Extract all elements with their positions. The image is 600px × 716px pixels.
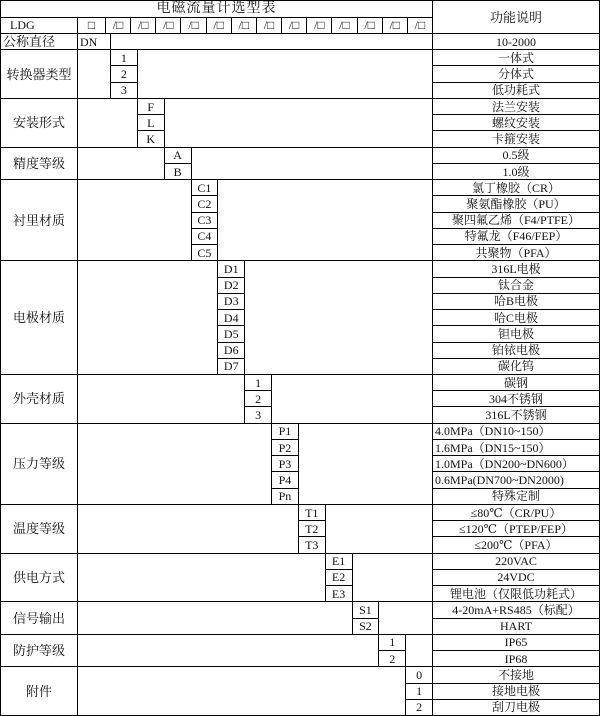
option-desc-cell: ≤200℃（PFA） bbox=[433, 537, 600, 553]
option-desc-cell: ≤80℃（CR/PU） bbox=[433, 505, 600, 521]
option-desc-cell: 220VAC bbox=[433, 554, 600, 570]
category-label: 温度等级 bbox=[1, 505, 78, 554]
option-desc-cell: 316L不锈钢 bbox=[433, 407, 600, 423]
option-desc-cell: 哈C电极 bbox=[433, 310, 600, 326]
option-code-cell: E2 bbox=[326, 570, 353, 586]
option-code-cell: D2 bbox=[218, 278, 245, 294]
option-code-cell: F bbox=[138, 99, 165, 115]
category-label: 精度等级 bbox=[1, 148, 78, 180]
spacer-cell bbox=[272, 375, 433, 424]
model-slot: /□ bbox=[257, 18, 282, 35]
option-code-cell: 1 bbox=[111, 50, 138, 66]
option-code-cell: 2 bbox=[379, 651, 406, 667]
category-label: 压力等级 bbox=[1, 424, 78, 505]
category-label: 衬里材质 bbox=[1, 180, 78, 261]
spacer-cell bbox=[379, 602, 433, 634]
option-code-cell: 2 bbox=[406, 700, 433, 716]
option-code-cell: T1 bbox=[299, 505, 326, 521]
spacer-cell bbox=[299, 424, 433, 505]
option-code-cell: A bbox=[165, 148, 192, 164]
option-desc-cell: 碳钢 bbox=[433, 375, 600, 391]
category-label: 转换器类型 bbox=[1, 50, 78, 99]
option-code-cell: C5 bbox=[192, 245, 219, 261]
option-desc-cell: IP65 bbox=[433, 635, 600, 651]
option-desc-cell: 法兰安装 bbox=[433, 99, 600, 115]
spacer-cell bbox=[326, 505, 433, 554]
model-slot: /□ bbox=[307, 18, 332, 35]
category-label: 防护等级 bbox=[1, 635, 78, 667]
category-label: 附件 bbox=[1, 667, 78, 716]
option-code-cell: D7 bbox=[218, 359, 245, 375]
option-desc-cell: 1.6MPa（DN15~150） bbox=[433, 440, 600, 456]
model-slot: /□ bbox=[383, 18, 408, 35]
model-slot: /□ bbox=[207, 18, 232, 35]
option-code-cell: C3 bbox=[192, 213, 219, 229]
spacer-cell bbox=[165, 99, 433, 148]
spacer-cell bbox=[245, 261, 433, 375]
option-code-cell: 2 bbox=[111, 66, 138, 82]
option-code-cell: C4 bbox=[192, 229, 219, 245]
option-desc-cell: 哈B电极 bbox=[433, 294, 600, 310]
option-desc-cell: 钽电极 bbox=[433, 326, 600, 342]
category-label: 信号输出 bbox=[1, 602, 78, 634]
option-desc-cell: 一体式 bbox=[433, 50, 600, 66]
option-code-cell: P2 bbox=[272, 440, 299, 456]
option-desc-cell: 0.5级 bbox=[433, 148, 600, 164]
option-code-cell: D6 bbox=[218, 343, 245, 359]
model-slot: /□ bbox=[408, 18, 433, 35]
spacer-cell bbox=[78, 554, 326, 603]
option-desc-cell: 24VDC bbox=[433, 570, 600, 586]
spacer-cell bbox=[218, 180, 433, 261]
option-code-cell: 3 bbox=[111, 83, 138, 99]
option-desc-cell: 氯丁橡胶（CR） bbox=[433, 180, 600, 196]
option-desc-cell: 4-20mA+RS485（标配） bbox=[433, 602, 600, 618]
spacer-cell bbox=[192, 148, 434, 180]
option-code-cell: D4 bbox=[218, 310, 245, 326]
model-slot: /□ bbox=[332, 18, 357, 35]
option-code-cell: S1 bbox=[353, 602, 380, 618]
option-desc-cell: 卡箍安装 bbox=[433, 131, 600, 147]
category-label: 外壳材质 bbox=[1, 375, 78, 424]
model-slot: /□ bbox=[131, 18, 156, 35]
model-slot: /□ bbox=[358, 18, 383, 35]
spacer-cell bbox=[78, 180, 192, 261]
option-code-cell: T3 bbox=[299, 537, 326, 553]
option-desc-cell: 1.0级 bbox=[433, 164, 600, 180]
spacer-cell bbox=[78, 505, 299, 554]
table-title: 电磁流量计选型表 bbox=[1, 1, 433, 18]
option-desc-cell: 螺纹安装 bbox=[433, 115, 600, 131]
option-code-cell: B bbox=[165, 164, 192, 180]
model-prefix: LDG bbox=[1, 18, 78, 35]
option-code-cell: 3 bbox=[245, 407, 272, 423]
option-code-cell: Pn bbox=[272, 489, 299, 505]
option-desc-cell: 聚四氟乙烯（F4/PTFE） bbox=[433, 213, 600, 229]
option-code-cell: P3 bbox=[272, 456, 299, 472]
option-desc-cell: 1.0MPa（DN200~DN600） bbox=[433, 456, 600, 472]
option-code-cell: P1 bbox=[272, 424, 299, 440]
option-desc-cell: 铂铱电极 bbox=[433, 343, 600, 359]
option-desc-cell: 316L电极 bbox=[433, 261, 600, 277]
option-code-cell: C2 bbox=[192, 196, 219, 212]
option-code-cell: P4 bbox=[272, 472, 299, 488]
table-header-rows bbox=[1, 1, 600, 34]
model-slot: /□ bbox=[232, 18, 257, 35]
option-desc-cell: 0.6MPa(DN700~DN2000) bbox=[433, 472, 600, 488]
spacer-cell bbox=[78, 667, 406, 716]
option-desc-cell: 共聚物（PFA） bbox=[433, 245, 600, 261]
option-code-cell: 1 bbox=[245, 375, 272, 391]
spacer-cell bbox=[78, 261, 218, 375]
table-body-rows bbox=[1, 34, 600, 716]
option-code-cell: 0 bbox=[406, 667, 433, 683]
option-code-cell: 1 bbox=[406, 684, 433, 700]
spacer-cell bbox=[78, 635, 379, 667]
option-desc-cell: 接地电极 bbox=[433, 684, 600, 700]
spacer-cell bbox=[406, 635, 433, 667]
option-code-cell: S2 bbox=[353, 619, 380, 635]
option-code-cell: C1 bbox=[192, 180, 219, 196]
model-slot: /□ bbox=[282, 18, 307, 35]
option-code-cell: 2 bbox=[245, 391, 272, 407]
option-desc-cell: 不接地 bbox=[433, 667, 600, 683]
category-label: 供电方式 bbox=[1, 554, 78, 603]
spacer-cell bbox=[138, 50, 433, 99]
option-desc-cell: 304不锈钢 bbox=[433, 391, 600, 407]
option-code-cell: D3 bbox=[218, 294, 245, 310]
option-desc-cell: ≤120℃（PTEP/FEP） bbox=[433, 521, 600, 537]
option-code-cell: D5 bbox=[218, 326, 245, 342]
diameter-desc: 10-2000 bbox=[433, 34, 600, 50]
diameter-label: 公称直径 bbox=[1, 34, 78, 50]
category-label: 电极材质 bbox=[1, 261, 78, 375]
option-desc-cell: 碳化钨 bbox=[433, 359, 600, 375]
spacer-cell bbox=[78, 375, 245, 424]
option-desc-cell: 4.0MPa（DN10~150） bbox=[433, 424, 600, 440]
model-slot: /□ bbox=[156, 18, 181, 35]
option-desc-cell: IP68 bbox=[433, 651, 600, 667]
model-slot: /□ bbox=[106, 18, 131, 35]
option-code-cell: E3 bbox=[326, 586, 353, 602]
option-desc-cell: 钛合金 bbox=[433, 278, 600, 294]
option-code-cell: D1 bbox=[218, 261, 245, 277]
category-label: 安装形式 bbox=[1, 99, 78, 148]
spacer-cell bbox=[78, 99, 138, 148]
option-desc-cell: 刮刀电极 bbox=[433, 700, 600, 716]
diameter-code: DN bbox=[78, 34, 111, 50]
model-code-box: □ bbox=[78, 18, 106, 35]
option-code-cell: K bbox=[138, 131, 165, 147]
model-slot: /□ bbox=[181, 18, 206, 35]
option-desc-cell: 分体式 bbox=[433, 66, 600, 82]
option-code-cell: L bbox=[138, 115, 165, 131]
option-code-cell: 1 bbox=[379, 635, 406, 651]
option-code-cell: T2 bbox=[299, 521, 326, 537]
option-desc-cell: HART bbox=[433, 619, 600, 635]
option-desc-cell: 特氟龙（F46/FEP） bbox=[433, 229, 600, 245]
spacer-cell bbox=[78, 602, 353, 634]
spacer-cell bbox=[111, 34, 433, 50]
option-desc-cell: 聚氨酯橡胶（PU） bbox=[433, 196, 600, 212]
spacer-cell bbox=[353, 554, 434, 603]
option-code-cell: E1 bbox=[326, 554, 353, 570]
option-desc-cell: 低功耗式 bbox=[433, 83, 600, 99]
spacer-cell bbox=[78, 424, 272, 505]
function-column-header: 功能说明 bbox=[433, 1, 600, 34]
option-desc-cell: 锂电池（仅限低功耗式） bbox=[433, 586, 600, 602]
spacer-cell bbox=[78, 148, 165, 180]
spacer-cell bbox=[78, 50, 111, 99]
option-desc-cell: 特殊定制 bbox=[433, 489, 600, 505]
